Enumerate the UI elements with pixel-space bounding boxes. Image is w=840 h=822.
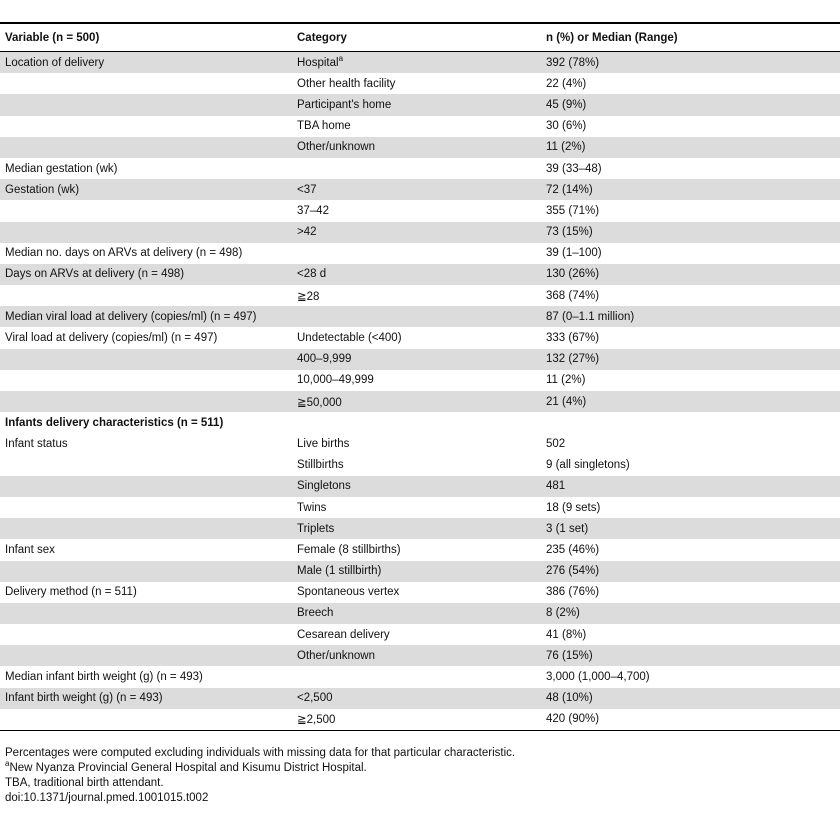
footnote-hospitals — [5, 761, 840, 776]
table-row — [0, 200, 840, 221]
cell-category — [292, 582, 541, 603]
cell-category-text: Triplets — [297, 522, 335, 535]
cell-category — [292, 52, 541, 74]
cell-value: 8 (2%) — [541, 603, 840, 624]
cell-category — [292, 497, 541, 518]
cell-category-text: 10,000–49,999 — [297, 374, 374, 387]
cell-variable: Viral load at delivery (copies/ml) (n = 497) — [5, 332, 218, 345]
cell-variable — [0, 73, 292, 94]
cell-value: 3,000 (1,000–4,700) — [546, 671, 650, 684]
cell-category-text: Live births — [297, 437, 350, 450]
cell-category-text: TBA home — [297, 120, 351, 133]
table-row — [0, 709, 840, 731]
cell-category-text: Hospital — [297, 56, 339, 69]
cell-value: 72 (14%) — [541, 179, 840, 200]
cell-value: 22 (4%) — [546, 77, 587, 90]
cell-value: 76 (15%) — [541, 645, 840, 666]
cell-variable — [0, 645, 292, 666]
cell-value: 30 (6%) — [546, 120, 587, 133]
table-row — [0, 285, 840, 306]
cell-category — [292, 264, 541, 285]
cell-value — [541, 412, 840, 433]
cell-category — [292, 137, 541, 158]
table-row — [0, 137, 840, 158]
cell-variable — [0, 624, 292, 645]
table-row — [0, 645, 840, 666]
data-table — [0, 24, 840, 731]
cell-variable: Infant birth weight (g) (n = 493) — [0, 688, 292, 709]
cell-category — [292, 688, 541, 709]
cell-variable: Infant sex — [5, 543, 55, 556]
table-row — [0, 603, 840, 624]
cell-variable: Median no. days on ARVs at delivery (n = 498) — [5, 247, 243, 260]
cell-category — [292, 285, 541, 306]
cell-value: 39 (1–100) — [546, 247, 602, 260]
cell-variable — [0, 455, 292, 476]
cell-category-text: Participant's home — [297, 98, 392, 111]
cell-value: 481 — [541, 476, 840, 497]
cell-category — [292, 603, 541, 624]
cell-value: 392 (78%) — [541, 52, 840, 74]
cell-category-text: ≧2,500 — [297, 714, 336, 727]
cell-category — [292, 116, 541, 137]
table-row — [0, 179, 840, 200]
cell-variable: Median gestation (wk) — [5, 162, 118, 175]
table-row — [0, 539, 840, 560]
cell-category — [292, 73, 541, 94]
cell-variable — [0, 709, 292, 731]
footnote-percentages: Percentages were computed excluding individuals with missing data for that particular characteristic. — [5, 747, 516, 759]
cell-variable — [0, 94, 292, 115]
cell-category-text: Twins — [297, 501, 327, 514]
cell-variable: Median viral load at delivery (copies/ml) (n = 497) — [0, 306, 292, 327]
cell-category — [292, 94, 541, 115]
cell-variable: Infant status — [5, 437, 68, 450]
cell-category-text: ≧50,000 — [297, 396, 342, 409]
table-row — [0, 116, 840, 137]
table-row — [0, 158, 840, 179]
cell-value: 9 (all singletons) — [546, 459, 630, 472]
cell-category-text: Singletons — [297, 480, 351, 493]
header-category: Category — [292, 24, 541, 52]
table-row — [0, 497, 840, 518]
cell-category-text: <28 d — [297, 268, 327, 281]
table-row — [0, 222, 840, 243]
cell-value: 73 (15%) — [541, 222, 840, 243]
cell-category-text: Other/unknown — [297, 141, 375, 154]
table-row — [0, 518, 840, 539]
cell-variable — [0, 137, 292, 158]
cell-value: 130 (26%) — [541, 264, 840, 285]
footnotes — [0, 746, 840, 806]
table-row — [0, 433, 840, 454]
table-body — [0, 52, 840, 731]
header-variable: Variable (n = 500) — [0, 24, 292, 52]
cell-category-text: Undetectable (<400) — [297, 332, 402, 345]
table-row — [0, 327, 840, 348]
cell-category — [292, 645, 541, 666]
cell-variable — [0, 285, 292, 306]
cell-variable — [0, 370, 292, 391]
cell-category — [292, 412, 541, 433]
cell-variable — [0, 349, 292, 370]
table-figure — [0, 22, 840, 822]
cell-variable — [0, 116, 292, 137]
cell-category — [292, 306, 541, 327]
footnote-doi: doi:10.1371/journal.pmed.1001015.t002 — [5, 792, 209, 804]
cell-value: 276 (54%) — [541, 561, 840, 582]
cell-category — [292, 370, 541, 391]
footnote-marker: a — [338, 53, 344, 63]
table-row — [0, 370, 840, 391]
table-row — [0, 264, 840, 285]
cell-variable: Days on ARVs at delivery (n = 498) — [0, 264, 292, 285]
cell-variable — [0, 497, 292, 518]
cell-category — [292, 327, 541, 348]
cell-category-text: Cesarean delivery — [297, 628, 390, 641]
cell-value: 368 (74%) — [546, 289, 600, 302]
cell-value: 11 (2%) — [541, 137, 840, 158]
cell-category — [292, 200, 541, 221]
cell-category — [292, 561, 541, 582]
cell-category-text: Male (1 stillbirth) — [297, 565, 382, 578]
table-row — [0, 666, 840, 687]
cell-category — [292, 179, 541, 200]
cell-value: 41 (8%) — [546, 628, 587, 641]
cell-variable — [0, 561, 292, 582]
table-row — [0, 624, 840, 645]
cell-variable — [0, 200, 292, 221]
cell-category — [292, 666, 541, 687]
cell-value: 45 (9%) — [541, 94, 840, 115]
table-row — [0, 582, 840, 603]
cell-category-text: Other/unknown — [297, 649, 375, 662]
table-row — [0, 349, 840, 370]
table-row — [0, 52, 840, 74]
cell-category-text: Other health facility — [297, 77, 396, 90]
cell-value: 3 (1 set) — [541, 518, 840, 539]
table-row — [0, 391, 840, 412]
cell-value: 18 (9 sets) — [546, 501, 601, 514]
cell-category-text: <37 — [297, 183, 317, 196]
cell-category-text: >42 — [297, 226, 317, 239]
cell-category-text: Female (8 stillbirths) — [297, 543, 401, 556]
cell-category — [292, 624, 541, 645]
table-row — [0, 306, 840, 327]
cell-value: 502 — [546, 437, 566, 450]
cell-category — [292, 518, 541, 539]
cell-variable: Median infant birth weight (g) (n = 493) — [5, 671, 203, 684]
cell-value: 21 (4%) — [541, 391, 840, 412]
cell-value: 333 (67%) — [546, 332, 600, 345]
cell-variable: Location of delivery — [0, 52, 292, 74]
table-row — [0, 243, 840, 264]
cell-value: 39 (33–48) — [546, 162, 602, 175]
cell-variable: Infants delivery characteristics (n = 511) — [5, 416, 224, 429]
cell-value: 355 (71%) — [546, 204, 600, 217]
table-row — [0, 94, 840, 115]
cell-value: 235 (46%) — [546, 543, 600, 556]
cell-value: 132 (27%) — [541, 349, 840, 370]
section-row — [0, 412, 840, 433]
cell-variable: Gestation (wk) — [0, 179, 292, 200]
cell-category — [292, 455, 541, 476]
cell-category-text: 37–42 — [297, 204, 329, 217]
cell-category — [292, 709, 541, 731]
cell-category — [292, 243, 541, 264]
cell-category-text: ≧28 — [297, 290, 320, 303]
cell-category — [292, 349, 541, 370]
cell-category — [292, 539, 541, 560]
table-row — [0, 73, 840, 94]
table-row — [0, 455, 840, 476]
table-row — [0, 561, 840, 582]
header-row — [0, 24, 840, 52]
cell-category — [292, 391, 541, 412]
footnote-hospitals-text: New Nyanza Provincial General Hospital and Kisumu District Hospital. — [9, 762, 367, 774]
cell-variable — [0, 476, 292, 497]
cell-value: 87 (0–1.1 million) — [541, 306, 840, 327]
cell-value: 420 (90%) — [541, 709, 840, 731]
cell-category — [292, 222, 541, 243]
table-row — [0, 476, 840, 497]
cell-variable — [0, 603, 292, 624]
cell-value: 48 (10%) — [541, 688, 840, 709]
cell-category — [292, 433, 541, 454]
cell-value: 386 (76%) — [546, 586, 600, 599]
table-row — [0, 688, 840, 709]
cell-variable — [0, 222, 292, 243]
cell-value: 11 (2%) — [546, 374, 586, 387]
cell-category-text: Stillbirths — [297, 459, 344, 472]
footnote-tba: TBA, traditional birth attendant. — [5, 777, 164, 789]
cell-variable — [0, 518, 292, 539]
cell-category-text: 400–9,999 — [297, 353, 352, 366]
cell-category — [292, 476, 541, 497]
footnote-marker: a — [5, 759, 10, 769]
cell-category-text: Breech — [297, 607, 334, 620]
cell-category-text: Spontaneous vertex — [297, 586, 400, 599]
cell-variable — [0, 391, 292, 412]
cell-variable: Delivery method (n = 511) — [5, 586, 137, 599]
cell-category — [292, 158, 541, 179]
header-value: n (%) or Median (Range) — [541, 24, 840, 52]
cell-category-text: <2,500 — [297, 692, 333, 705]
